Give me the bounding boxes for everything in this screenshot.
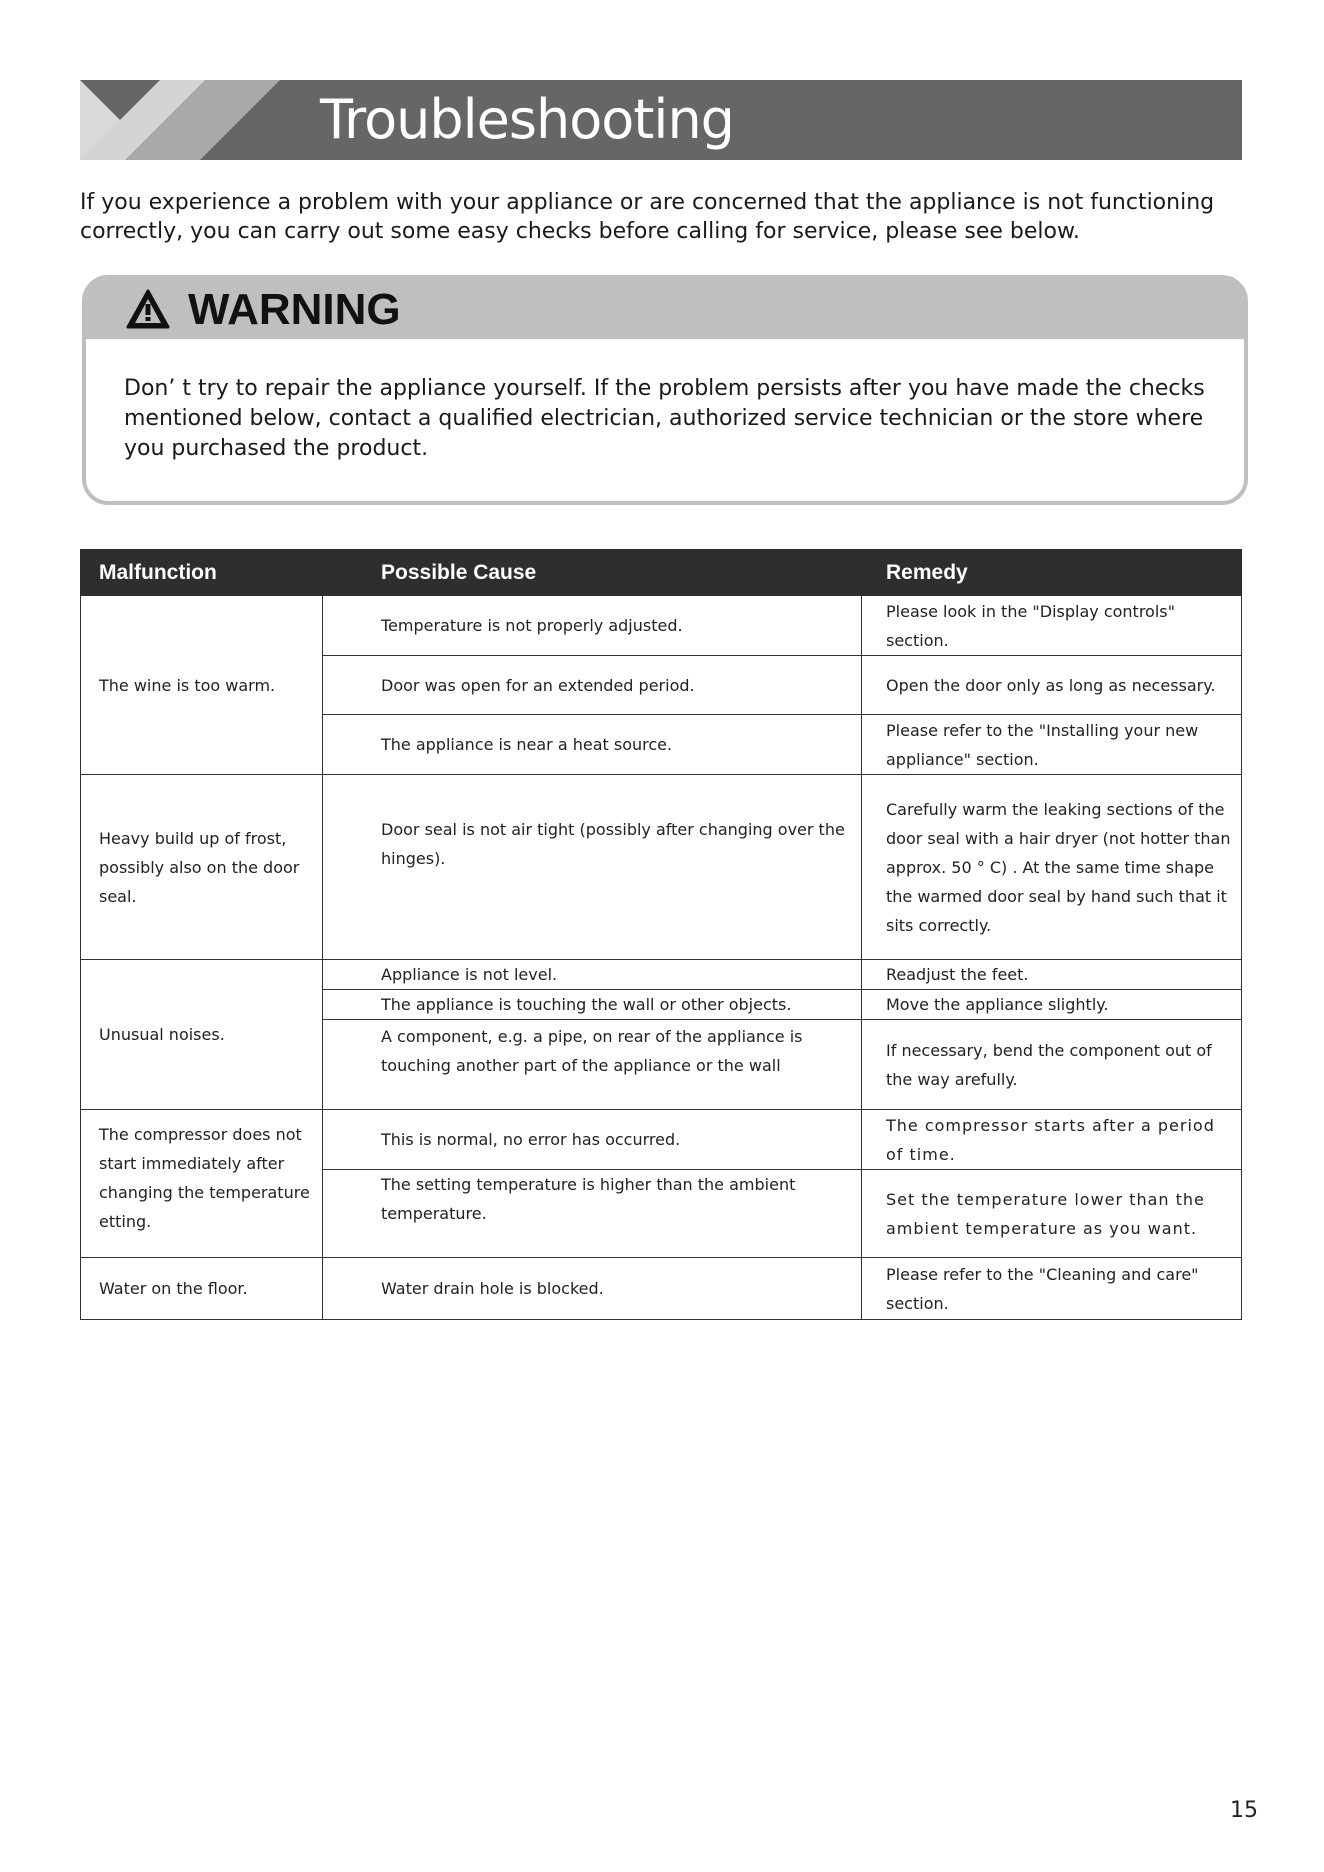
- remedy-cell: Readjust the feet.: [862, 960, 1242, 990]
- cause-cell: Appliance is not level.: [323, 960, 862, 990]
- cause-cell: Temperature is not properly adjusted.: [323, 596, 862, 656]
- warning-text: Don’ t try to repair the appliance yourself. If the problem persists after you have made the checks mentioned below, contact a qualified electrician, authorized service technician or the store where you purchased the product.: [124, 376, 1205, 461]
- remedy-cell: The compressor starts after a period of time.: [862, 1110, 1242, 1170]
- header-possible-cause: Possible Cause: [323, 550, 862, 596]
- table-header-row: [81, 550, 1242, 596]
- intro-paragraph: If you experience a problem with your appliance or are concerned that the appliance is not functioning correctly, you can carry out some easy checks before calling for service, please see below.: [80, 190, 1215, 244]
- remedy-cell: If necessary, bend the component out of the way arefully.: [862, 1020, 1242, 1110]
- remedy-cell: Please refer to the "Installing your new appliance" section.: [862, 715, 1242, 775]
- cause-cell: This is normal, no error has occurred.: [323, 1110, 862, 1170]
- malfunction-cell: The wine is too warm.: [81, 596, 323, 775]
- table-row: [81, 1258, 1242, 1320]
- table-row: [81, 1110, 1242, 1170]
- remedy-cell: Open the door only as long as necessary.: [862, 656, 1242, 715]
- remedy-cell: Move the appliance slightly.: [862, 990, 1242, 1020]
- warning-triangle-icon: [126, 289, 170, 329]
- warning-box: [82, 275, 1248, 505]
- cause-cell: The appliance is touching the wall or other objects.: [323, 990, 862, 1020]
- malfunction-cell: Water on the floor.: [81, 1258, 323, 1320]
- header-malfunction: Malfunction: [81, 550, 323, 596]
- malfunction-cell: Unusual noises.: [81, 960, 323, 1110]
- cause-cell: Door was open for an extended period.: [323, 656, 862, 715]
- table-row: [81, 596, 1242, 656]
- malfunction-cell: Heavy build up of frost, possibly also on the door seal.: [81, 775, 323, 960]
- remedy-cell: Set the temperature lower than the ambient temperature as you want.: [862, 1170, 1242, 1258]
- header-bar: [80, 80, 1242, 160]
- remedy-cell: Carefully warm the leaking sections of the door seal with a hair dryer (not hotter than approx. 50 ° C) . At the same time shape the warmed door seal by hand such that it sits correctly.: [862, 775, 1242, 960]
- warning-title: WARNING: [188, 285, 401, 334]
- page-number: 15: [1230, 1798, 1258, 1823]
- page-title: Troubleshooting: [320, 88, 734, 151]
- remedy-cell: Please refer to the "Cleaning and care" section.: [862, 1258, 1242, 1320]
- header-stripe-graphic: [80, 80, 320, 160]
- cause-cell: A component, e.g. a pipe, on rear of the appliance is touching another part of the appliance or the wall: [323, 1020, 862, 1110]
- cause-cell: Water drain hole is blocked.: [323, 1258, 862, 1320]
- cause-cell: The setting temperature is higher than the ambient temperature.: [323, 1170, 862, 1258]
- malfunction-cell: The compressor does not start immediately after changing the temperature etting.: [81, 1110, 323, 1258]
- warning-header: [86, 279, 1244, 339]
- header-remedy: Remedy: [862, 550, 1242, 596]
- cause-cell: The appliance is near a heat source.: [323, 715, 862, 775]
- table-row: [81, 960, 1242, 990]
- remedy-cell: Please look in the "Display controls" section.: [862, 596, 1242, 656]
- troubleshooting-table: [80, 549, 1242, 1320]
- table-row: [81, 775, 1242, 960]
- cause-cell: Door seal is not air tight (possibly after changing over the hinges).: [323, 775, 862, 960]
